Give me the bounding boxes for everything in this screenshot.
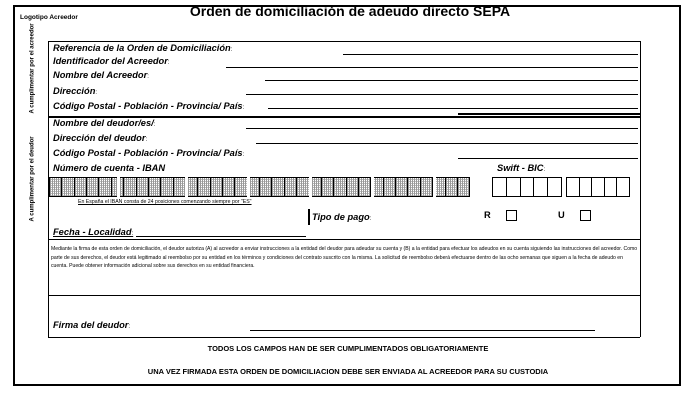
- creditor-name-input[interactable]: [265, 80, 638, 81]
- creditor-postal-input[interactable]: [268, 108, 638, 109]
- date-place-label: Fecha - Localidad:: [53, 227, 134, 237]
- iban-group-gap: [309, 177, 312, 197]
- creditor-field-label: Identificador del Acreedor:: [53, 56, 170, 66]
- iban-group-gap: [433, 177, 436, 197]
- creditor-block-accent: [458, 113, 640, 115]
- payment-type-r-label: R: [484, 210, 491, 220]
- iban-note: En España el IBAN consta de 24 posiciones comenzando siempre por "ES": [78, 199, 252, 205]
- payment-type-r-checkbox[interactable]: [506, 210, 517, 221]
- payment-type-label: Tipo de pago:: [312, 212, 372, 222]
- legal-block-bottom: [48, 295, 640, 296]
- creditor-id-input[interactable]: [226, 67, 638, 68]
- creditor-field-label: Nombre del Acreedor:: [53, 70, 149, 80]
- iban-group-gap: [247, 177, 250, 197]
- signature-label: Firma del deudor:: [53, 320, 131, 330]
- debtor-name-input[interactable]: [246, 128, 638, 129]
- swift-input-b[interactable]: [566, 177, 630, 197]
- side-label-debtor: A cumplimentar por el deudor: [29, 136, 36, 222]
- legal-block-top: [48, 239, 640, 240]
- swift-input-a[interactable]: [492, 177, 562, 197]
- iban-group-gap: [185, 177, 188, 197]
- iban-group-gap: [117, 177, 120, 197]
- signature-input[interactable]: [250, 330, 595, 331]
- debtor-address-input[interactable]: [256, 143, 638, 144]
- debtor-postal-input[interactable]: [458, 158, 638, 159]
- creditor-field-label: Código Postal - Población - Provincia/ País:: [53, 101, 245, 111]
- legal-text: Mediante la firma de esta orden de domiciliación, el deudor autoriza (A) al acreedor a enviar instrucciones a la entidad del deudor para adeudar su cuenta y (B) a la entidad para efectuar los adeudos en su cuenta siguiendo las instrucciones del acreedor. Como parte de sus derechos, el deudor está legitimado al reembolso por su entidad en los términos y condiciones del contrato suscrito con la misma. La solicitud de reembolso deberá efectuarse dentro de las ocho semanas que siguen a la fecha de adeudo en cuenta. Puede obtener información adicional sobre sus derechos en su entidad financiera.: [51, 246, 638, 269]
- debtor-field-label: Nombre del deudor/es/:: [53, 118, 156, 128]
- debtor-field-label: Código Postal - Población - Provincia/ País:: [53, 148, 245, 158]
- payment-type-u-label: U: [558, 210, 565, 220]
- footer-required-notice: TODOS LOS CAMPOS HAN DE SER CUMPLIMENTADOS OBLIGATORIAMENTE: [207, 344, 489, 353]
- creditor-block-top: [48, 41, 640, 42]
- fields-right-rule: [640, 41, 641, 337]
- iban-input[interactable]: [49, 177, 470, 197]
- payment-type-u-checkbox[interactable]: [580, 210, 591, 221]
- creditor-address-input[interactable]: [246, 94, 638, 95]
- form-title: Orden de domiciliación de adeudo directo SEPA: [189, 3, 511, 19]
- creditor-field-label: Referencia de la Orden de Domiciliación:: [53, 43, 233, 53]
- signature-block-bottom: [48, 337, 640, 338]
- debtor-field-label: Dirección del deudor:: [53, 133, 148, 143]
- creditor-logo-placeholder: Logotipo Acreedor: [20, 14, 78, 21]
- footer-custody-notice: UNA VEZ FIRMADA ESTA ORDEN DE DOMICILIACION DEBE SER ENVIADA AL ACREEDOR PARA SU CUSTODIA: [147, 367, 549, 376]
- side-label-creditor: A cumplimentar por el acreedor: [29, 23, 36, 114]
- iban-group-gap: [371, 177, 374, 197]
- iban-label: Número de cuenta - IBAN: [53, 163, 166, 173]
- date-place-input[interactable]: [136, 236, 306, 237]
- order-reference-input[interactable]: [343, 54, 638, 55]
- creditor-field-label: Dirección:: [53, 86, 98, 96]
- payment-type-rule: [308, 209, 310, 225]
- swift-label: Swift - BIC:: [497, 163, 546, 173]
